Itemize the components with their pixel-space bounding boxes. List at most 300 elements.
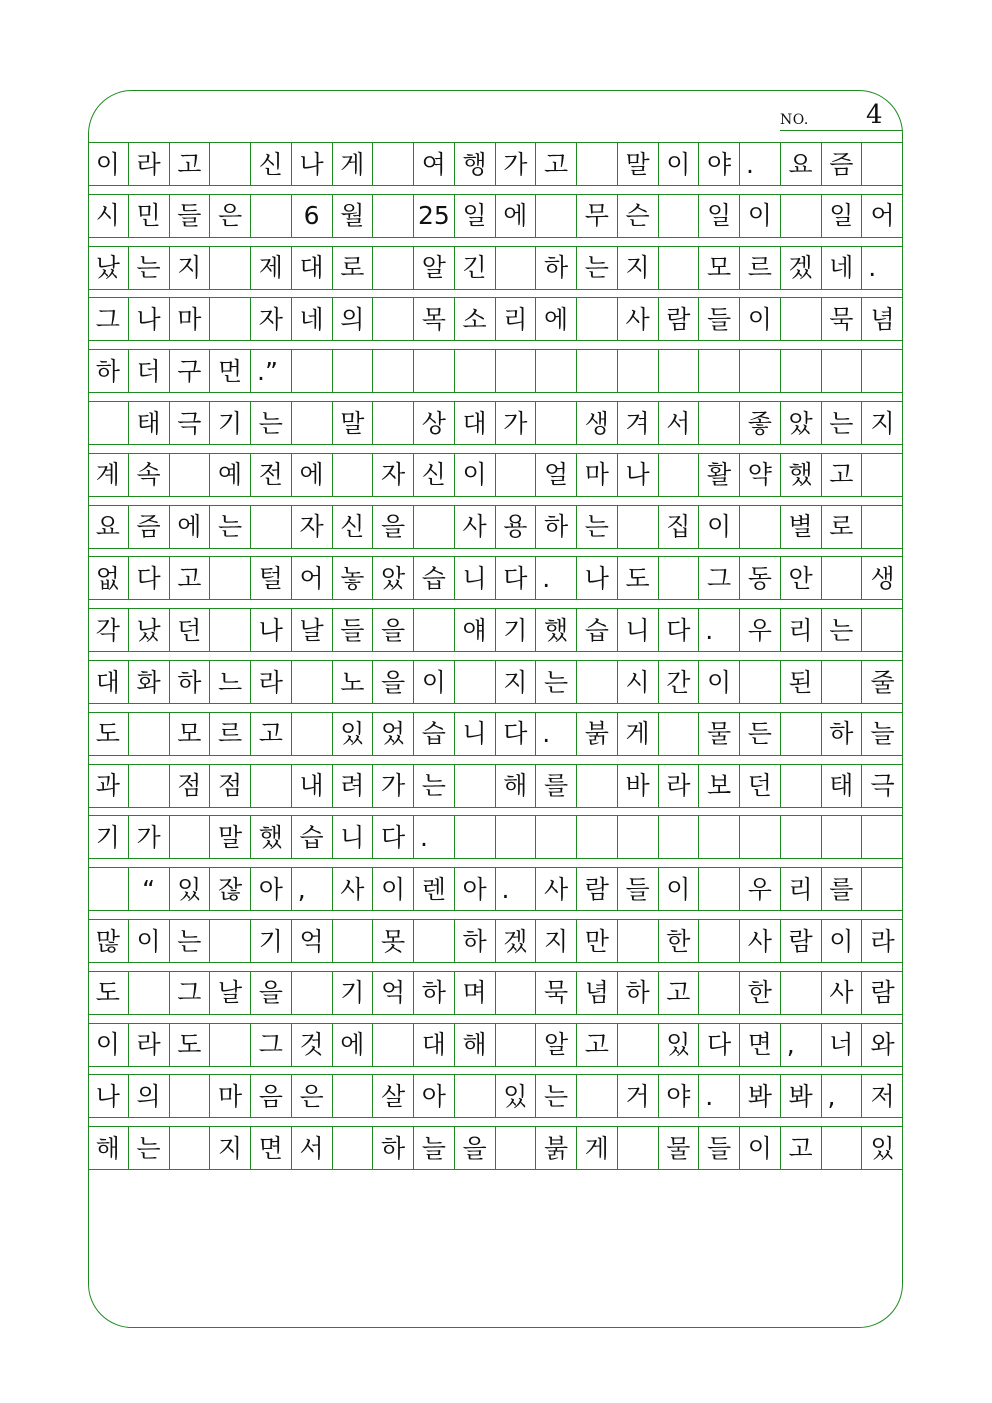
grid-cell: 그 <box>170 972 211 1014</box>
grid-cell: 아 <box>414 1075 455 1117</box>
grid-cell <box>414 506 455 548</box>
grid-cell: 다 <box>373 816 414 858</box>
grid-cell: 겠 <box>496 920 537 962</box>
grid-cell: 았 <box>781 402 822 444</box>
grid-cell: 신 <box>251 143 292 185</box>
grid-cell: 붉 <box>577 713 618 755</box>
grid-cell: 안 <box>781 557 822 599</box>
page-number-underline <box>780 130 902 131</box>
grid-cell <box>740 661 781 703</box>
grid-row <box>88 660 903 704</box>
grid-cell: 아 <box>455 868 496 910</box>
grid-cell: 있 <box>659 1024 700 1066</box>
grid-cell: . <box>868 253 877 283</box>
grid-cell <box>659 454 700 496</box>
grid-cell: 하 <box>536 506 577 548</box>
grid-cell: 이 <box>740 1127 781 1169</box>
grid-cell: , <box>781 1024 822 1066</box>
grid-cell: 여 <box>414 143 455 185</box>
grid-cell: “ <box>129 868 170 910</box>
grid-cell: .” <box>251 350 292 392</box>
grid-cell: 어 <box>292 557 333 599</box>
grid-cell: 었 <box>373 713 414 755</box>
grid-cell <box>862 816 903 858</box>
grid-cell: 속 <box>129 454 170 496</box>
grid-cell: 하 <box>618 972 659 1014</box>
grid-cell: 그 <box>699 557 740 599</box>
grid-cell <box>292 972 333 1014</box>
grid-cell: 든 <box>740 713 781 755</box>
grid-cell: 자 <box>292 506 333 548</box>
grid-cell: 를 <box>536 765 577 807</box>
grid-cell: 먼 <box>210 350 251 392</box>
grid-cell: 게 <box>618 713 659 755</box>
grid-cell: 는 <box>536 1075 577 1117</box>
grid-cell: 6 <box>292 195 333 237</box>
grid-row <box>88 453 903 497</box>
grid-cell <box>577 143 618 185</box>
grid-cell <box>577 298 618 340</box>
grid-cell: 알 <box>414 247 455 289</box>
grid-cell: , <box>292 868 333 910</box>
grid-cell: 극 <box>870 771 895 801</box>
grid-cell: 을 <box>373 609 414 651</box>
grid-cell: 이 <box>88 143 129 185</box>
grid-cell: 나 <box>251 609 292 651</box>
grid-cell: 말 <box>618 143 659 185</box>
grid-cell: 태 <box>129 402 170 444</box>
grid-cell: 마 <box>210 1075 251 1117</box>
grid-cell: 나 <box>292 143 333 185</box>
grid-cell: 지 <box>870 408 895 438</box>
grid-row <box>88 505 903 549</box>
grid-cell: 마 <box>577 454 618 496</box>
grid-cell: 는 <box>577 506 618 548</box>
grid-cell: 고 <box>536 143 577 185</box>
grid-cell: 즘 <box>129 506 170 548</box>
grid-cell: 늘 <box>870 719 895 749</box>
grid-cell <box>862 609 903 651</box>
grid-cell: 해 <box>496 765 537 807</box>
grid-cell: 습 <box>292 816 333 858</box>
grid-cell: 있 <box>870 1133 895 1163</box>
grid-cell <box>210 143 251 185</box>
grid-row <box>88 764 903 808</box>
grid-cell: 는 <box>822 402 863 444</box>
grid-cell <box>781 816 822 858</box>
grid-cell: 별 <box>781 506 822 548</box>
grid-cell: 시 <box>88 195 129 237</box>
grid-cell <box>781 765 822 807</box>
grid-cell: 하 <box>822 713 863 755</box>
grid-row <box>88 1074 903 1118</box>
grid-cell: 봐 <box>740 1075 781 1117</box>
grid-cell: 하 <box>88 350 129 392</box>
page-number: 4 <box>866 100 883 130</box>
grid-cell: 너 <box>822 1024 863 1066</box>
grid-cell <box>333 454 374 496</box>
grid-cell: 없 <box>88 557 129 599</box>
grid-cell: 과 <box>88 765 129 807</box>
grid-cell: 이 <box>129 920 170 962</box>
grid-cell <box>170 1127 211 1169</box>
grid-cell <box>373 298 414 340</box>
grid-cell: 바 <box>618 765 659 807</box>
grid-cell: 에 <box>292 454 333 496</box>
grid-cell: 사 <box>333 868 374 910</box>
grid-cell <box>292 713 333 755</box>
grid-cell <box>618 506 659 548</box>
grid-cell: 서 <box>292 1127 333 1169</box>
grid-row <box>88 349 903 393</box>
grid-cell: 제 <box>251 247 292 289</box>
grid-cell <box>210 557 251 599</box>
grid-cell: 있 <box>170 868 211 910</box>
grid-cell <box>210 609 251 651</box>
grid-cell: 아 <box>251 868 292 910</box>
grid-cell <box>740 816 781 858</box>
grid-cell: 음 <box>251 1075 292 1117</box>
grid-cell: 하 <box>536 247 577 289</box>
grid-cell: 대 <box>88 661 129 703</box>
grid-cell: 의 <box>129 1075 170 1117</box>
grid-cell: 화 <box>129 661 170 703</box>
grid-cell: 어 <box>870 201 895 231</box>
grid-cell <box>822 661 863 703</box>
grid-cell: 났 <box>88 247 129 289</box>
grid-cell <box>496 1024 537 1066</box>
grid-cell: 을 <box>373 661 414 703</box>
grid-cell <box>88 868 129 910</box>
grid-cell: 하 <box>414 972 455 1014</box>
grid-cell: 다 <box>496 713 537 755</box>
grid-cell <box>414 350 455 392</box>
grid-cell: , <box>822 1075 863 1117</box>
grid-cell: 있 <box>333 713 374 755</box>
grid-cell <box>699 972 740 1014</box>
grid-cell: 네 <box>822 247 863 289</box>
grid-cell: 고 <box>781 1127 822 1169</box>
grid-cell: 며 <box>455 972 496 1014</box>
grid-cell: 라 <box>129 1024 170 1066</box>
grid-cell: 억 <box>292 920 333 962</box>
grid-cell: 을 <box>455 1127 496 1169</box>
grid-cell: . <box>414 816 455 858</box>
grid-row <box>88 608 903 652</box>
grid-cell <box>618 350 659 392</box>
grid-cell: 더 <box>129 350 170 392</box>
grid-cell: 도 <box>88 713 129 755</box>
grid-cell: 에 <box>333 1024 374 1066</box>
grid-cell: 고 <box>822 454 863 496</box>
grid-cell: 들 <box>333 609 374 651</box>
grid-cell <box>170 454 211 496</box>
grid-cell <box>536 350 577 392</box>
grid-cell: 람 <box>870 978 895 1008</box>
grid-cell: 내 <box>292 765 333 807</box>
grid-cell: 저 <box>870 1081 895 1111</box>
grid-row <box>88 1126 903 1170</box>
grid-cell <box>862 350 903 392</box>
grid-cell: 르 <box>210 713 251 755</box>
grid-cell <box>862 143 903 185</box>
grid-cell: 는 <box>129 1127 170 1169</box>
grid-cell: 지 <box>170 247 211 289</box>
grid-cell: 들 <box>699 298 740 340</box>
grid-cell: 야 <box>659 1075 700 1117</box>
grid-cell <box>659 713 700 755</box>
grid-cell: 라 <box>251 661 292 703</box>
grid-cell: 들 <box>699 1127 740 1169</box>
grid-cell: 노 <box>333 661 374 703</box>
grid-cell: 시 <box>618 661 659 703</box>
grid-cell: 계 <box>88 454 129 496</box>
grid-cell <box>129 713 170 755</box>
grid-cell: 목 <box>414 298 455 340</box>
grid-cell <box>455 661 496 703</box>
grid-cell: 기 <box>496 609 537 651</box>
grid-cell <box>333 1075 374 1117</box>
grid-cell <box>210 247 251 289</box>
grid-cell <box>251 195 292 237</box>
grid-cell <box>373 1024 414 1066</box>
grid-cell: 는 <box>210 506 251 548</box>
grid-cell: 대 <box>414 1024 455 1066</box>
grid-cell: 자 <box>373 454 414 496</box>
grid-cell: 을 <box>373 506 414 548</box>
grid-cell: 이 <box>373 868 414 910</box>
grid-cell <box>496 816 537 858</box>
grid-cell: 좋 <box>740 402 781 444</box>
grid-cell: 지 <box>536 920 577 962</box>
grid-row <box>88 867 903 911</box>
grid-cell: 가 <box>496 143 537 185</box>
grid-cell <box>618 1127 659 1169</box>
grid-cell <box>210 1024 251 1066</box>
grid-cell: 각 <box>88 609 129 651</box>
grid-cell: 잖 <box>210 868 251 910</box>
grid-cell <box>496 972 537 1014</box>
grid-row <box>88 142 903 186</box>
grid-cell: 못 <box>373 920 414 962</box>
grid-cell: 하 <box>455 920 496 962</box>
grid-cell: 극 <box>170 402 211 444</box>
grid-cell <box>822 557 863 599</box>
grid-cell: 고 <box>659 972 700 1014</box>
grid-cell: 사 <box>822 972 863 1014</box>
grid-cell <box>455 350 496 392</box>
grid-cell: 와 <box>870 1030 895 1060</box>
grid-row <box>88 246 903 290</box>
grid-cell: 나 <box>577 557 618 599</box>
grid-cell: 해 <box>455 1024 496 1066</box>
grid-cell: 월 <box>333 195 374 237</box>
grid-cell: 물 <box>699 713 740 755</box>
grid-row <box>88 919 903 963</box>
grid-cell: . <box>699 1075 740 1117</box>
grid-cell: 이 <box>88 1024 129 1066</box>
grid-cell <box>455 816 496 858</box>
grid-cell: 게 <box>333 143 374 185</box>
grid-cell: 람 <box>577 868 618 910</box>
grid-cell: 거 <box>618 1075 659 1117</box>
grid-cell: 물 <box>659 1127 700 1169</box>
grid-cell: 모 <box>170 713 211 755</box>
grid-cell: 서 <box>659 402 700 444</box>
grid-cell <box>740 350 781 392</box>
grid-cell <box>822 1127 863 1169</box>
grid-cell <box>577 661 618 703</box>
grid-cell: 했 <box>536 609 577 651</box>
grid-cell: 다 <box>496 557 537 599</box>
grid-cell <box>333 920 374 962</box>
grid-cell: 된 <box>781 661 822 703</box>
grid-cell: 는 <box>129 247 170 289</box>
grid-cell <box>496 1127 537 1169</box>
grid-cell: 나 <box>88 1075 129 1117</box>
grid-cell: 이 <box>414 661 455 703</box>
grid-cell: . <box>536 557 577 599</box>
grid-cell <box>659 557 700 599</box>
grid-cell: 줄 <box>870 667 895 697</box>
grid-cell: 민 <box>129 195 170 237</box>
grid-cell <box>210 920 251 962</box>
grid-cell: 모 <box>699 247 740 289</box>
grid-cell: 습 <box>414 557 455 599</box>
grid-cell: 리 <box>496 298 537 340</box>
grid-cell: 긴 <box>455 247 496 289</box>
grid-cell: 나 <box>618 454 659 496</box>
grid-cell: 한 <box>659 920 700 962</box>
grid-cell: 는 <box>414 765 455 807</box>
grid-cell <box>251 506 292 548</box>
grid-cell: 활 <box>699 454 740 496</box>
grid-cell: 억 <box>373 972 414 1014</box>
grid-cell: 람 <box>781 920 822 962</box>
grid-cell <box>659 350 700 392</box>
grid-cell: 념 <box>870 304 895 334</box>
grid-cell: 알 <box>536 1024 577 1066</box>
grid-cell: 로 <box>822 506 863 548</box>
grid-cell: 도 <box>170 1024 211 1066</box>
grid-cell <box>659 816 700 858</box>
grid-cell: 한 <box>740 972 781 1014</box>
grid-cell: 이 <box>699 661 740 703</box>
grid-cell: 전 <box>251 454 292 496</box>
grid-cell <box>699 868 740 910</box>
grid-cell <box>618 920 659 962</box>
grid-cell: 니 <box>455 713 496 755</box>
grid-cell: 만 <box>577 920 618 962</box>
grid-cell <box>699 402 740 444</box>
grid-cell: 있 <box>496 1075 537 1117</box>
grid-cell: 라 <box>870 926 895 956</box>
grid-cell: 은 <box>210 195 251 237</box>
grid-cell: 던 <box>170 609 211 651</box>
grid-cell: 일 <box>455 195 496 237</box>
grid-cell <box>373 195 414 237</box>
grid-cell: 이 <box>740 298 781 340</box>
grid-cell: 놓 <box>333 557 374 599</box>
grid-cell: 면 <box>251 1127 292 1169</box>
grid-row <box>88 712 903 756</box>
grid-cell: 념 <box>577 972 618 1014</box>
grid-cell <box>699 816 740 858</box>
grid-cell: 사 <box>740 920 781 962</box>
grid-cell: 예 <box>210 454 251 496</box>
grid-cell: 지 <box>618 247 659 289</box>
grid-cell: 리 <box>781 609 822 651</box>
grid-cell <box>455 765 496 807</box>
grid-cell: 이 <box>699 506 740 548</box>
grid-cell: 대 <box>455 402 496 444</box>
grid-cell: 해 <box>88 1127 129 1169</box>
grid-cell: 하 <box>170 661 211 703</box>
grid-cell: 다 <box>129 557 170 599</box>
grid-cell <box>88 402 129 444</box>
grid-cell: 마 <box>170 298 211 340</box>
grid-cell <box>414 920 455 962</box>
grid-cell <box>373 350 414 392</box>
grid-cell: 리 <box>781 868 822 910</box>
grid-cell: 얼 <box>536 454 577 496</box>
grid-cell <box>577 350 618 392</box>
grid-cell: 라 <box>129 143 170 185</box>
grid-cell: 가 <box>496 402 537 444</box>
grid-cell <box>536 816 577 858</box>
grid-cell: 에 <box>170 506 211 548</box>
grid-cell <box>455 1075 496 1117</box>
grid-cell <box>333 1127 374 1169</box>
grid-cell: 묵 <box>822 298 863 340</box>
grid-cell: 약 <box>740 454 781 496</box>
grid-row <box>88 815 903 859</box>
grid-cell: 습 <box>577 609 618 651</box>
grid-cell <box>414 609 455 651</box>
grid-cell: 슨 <box>618 195 659 237</box>
grid-cell: . <box>699 609 740 651</box>
grid-cell: 았 <box>373 557 414 599</box>
grid-cell <box>862 506 903 548</box>
grid-cell: 기 <box>333 972 374 1014</box>
grid-cell <box>170 816 211 858</box>
grid-cell: 들 <box>170 195 211 237</box>
grid-cell <box>618 1024 659 1066</box>
grid-cell <box>373 247 414 289</box>
grid-cell <box>699 920 740 962</box>
grid-cell: 기 <box>210 402 251 444</box>
grid-cell: 구 <box>170 350 211 392</box>
grid-cell: 야 <box>699 143 740 185</box>
grid-cell: 라 <box>659 765 700 807</box>
grid-cell: 났 <box>129 609 170 651</box>
grid-cell: 에 <box>496 195 537 237</box>
grid-cell: 상 <box>414 402 455 444</box>
grid-cell <box>577 1075 618 1117</box>
grid-cell: 이 <box>659 143 700 185</box>
grid-cell: 요 <box>88 506 129 548</box>
grid-cell <box>536 195 577 237</box>
grid-cell: 는 <box>251 402 292 444</box>
grid-cell: 는 <box>536 661 577 703</box>
grid-cell: 대 <box>292 247 333 289</box>
grid-cell: 25 <box>414 195 455 237</box>
grid-cell <box>862 454 903 496</box>
grid-cell: 렌 <box>414 868 455 910</box>
grid-cell <box>496 247 537 289</box>
grid-cell: 의 <box>333 298 374 340</box>
grid-cell: 도 <box>618 557 659 599</box>
